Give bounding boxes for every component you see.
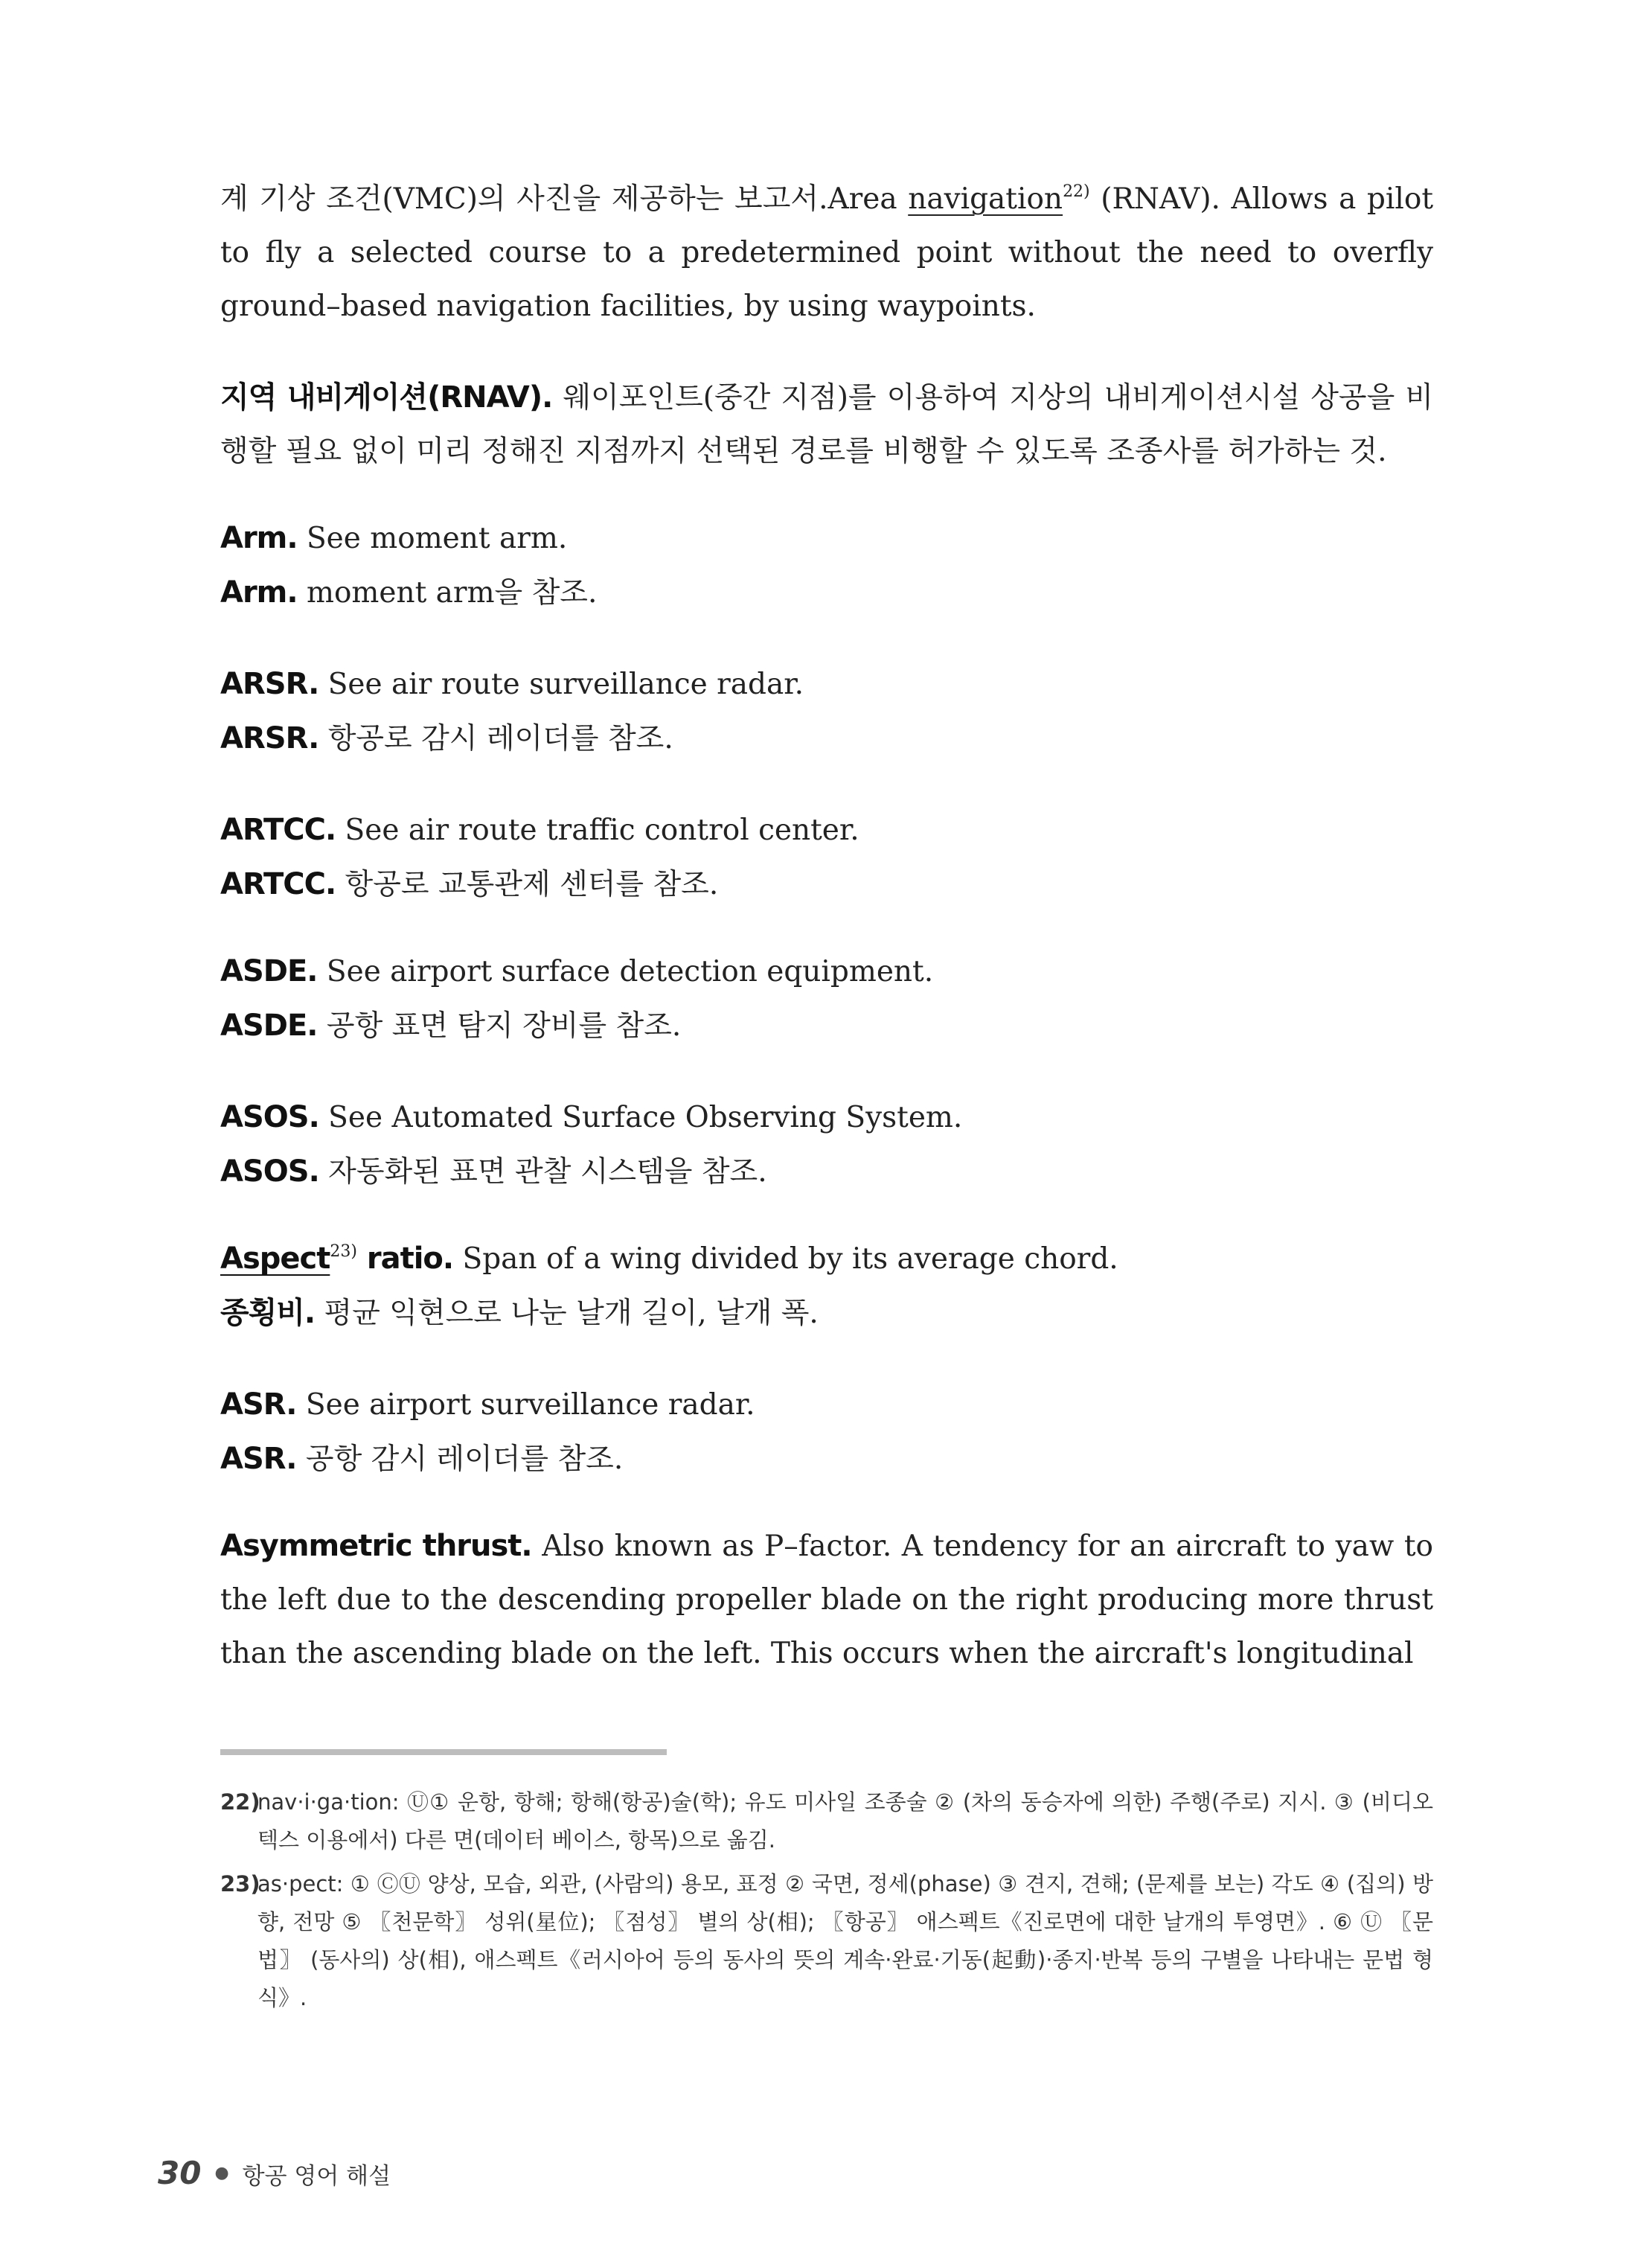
aspect-en [220,1232,1433,1286]
footnote-23 [220,1865,1433,2017]
asymmetric-thrust-paragraph [220,1519,1433,1681]
footnote-ref-22[interactable]: 22) [1063,182,1090,201]
asr-en [220,1378,1433,1432]
asym-term: Asymmetric thrust. [220,1529,532,1563]
entry-term: ARSR. [220,721,319,755]
footnotes [220,1783,1433,2023]
entry-text: 항공로 감시 레이더를 참조. [318,722,673,755]
aspect-term-rest: ratio. [356,1242,454,1276]
entry-term: ASR. [220,1387,297,1422]
entry-text: 항공로 교통관제 센터를 참조. [336,868,719,901]
intro-term-lead: Area [827,182,909,216]
aspect-term: Aspect [220,1242,330,1276]
entry-text: moment arm을 참조. [297,576,598,610]
footer-dot-icon: ● [214,2164,229,2182]
entry-term: ASDE. [220,1009,318,1043]
arm-en [220,511,1433,566]
rnav-ko-paragraph [220,371,1433,479]
aspect-ko-text: 평균 익현으로 나눈 날개 길이, 날개 폭. [315,1297,819,1330]
asos-en [220,1090,1433,1145]
entry-text: See airport surface detection equipment. [317,955,934,988]
entry-text: See moment arm. [297,522,568,555]
entry-text: 자동화된 표면 관찰 시스템을 참조. [318,1155,767,1189]
intro-paragraph [220,173,1433,333]
arsr-ko [220,712,1433,766]
entry-term: ARTCC. [220,813,336,847]
footnote-divider [220,1749,667,1755]
arm-ko [220,566,1433,620]
entry-term: Arm. [220,521,298,555]
footnote-22 [220,1783,1433,1859]
entry-text: See air route traffic control center. [336,814,859,847]
aspect-ko [220,1286,1433,1341]
entry-term: ASOS. [220,1100,319,1134]
footnote-text: as·pect: ① ⒸⓊ 양상, 모습, 외관, (사람의) 용모, 표정 ② 국면, 정세(phase) ③ 견지, 견해; (문제를 보는) 각도 ④ (집의) 방향, 전망 ⑤ 〖천문학〗 성위(星位); 〖점성〗 별의 상(相); 〖항공〗 애스펙트《진로면에 대한 날개의 투영면》. ⑥ Ⓤ 〖문법〗 (동사의) 상(相), 애스펙트《러시아어 등의 동사의 뜻의 계속·완료·기동(起動)·종지·반복 등의 구별을 나타내는 문법 형식》. [257,1871,1434,2010]
intro-rest: (RNAV). Allows a pilot to fly a selected course to a predetermined point without the need to overfly ground–based navigation facilities, by using waypoints. [220,182,1433,323]
entry-text: See airport surveillance radar. [296,1388,755,1422]
rnav-ko-text: 웨이포인트(중간 지점)를 이용하여 지상의 내비게이션시설 상공을 비행할 필요 없이 미리 정해진 지점까지 선택된 경로를 비행할 수 있도록 조종사를 허가하는 것. [220,381,1434,468]
artcc-en [220,803,1433,857]
footnote-ref-23[interactable]: 23) [330,1242,357,1261]
asde-ko [220,999,1433,1053]
entry-term: ARSR. [220,667,319,701]
main-content [220,173,1433,1681]
asr-ko [220,1432,1433,1486]
asos-ko [220,1145,1433,1199]
asde-en [220,945,1433,999]
entry-text: 공항 표면 탐지 장비를 참조. [317,1009,682,1043]
asym-text: Also known as P–factor. A tendency for an aircraft to yaw to the left due to the descending propeller blade on the right producing more thrust than the ascending blade on the left. This occurs when the aircraft's longitudinal [220,1530,1433,1670]
footnote-text: nav·i·ga·tion: Ⓤ① 운항, 항해; 항해(항공)술(학); 유도 미사일 조종술 ② (차의 동승자에 의한) 주행(주로) 지시. ③ (비디오텍스 이용에서) 다른 면(데이터 베이스, 항목)으로 옮김. [257,1789,1433,1853]
navigation-term: navigation [908,182,1063,216]
footnote-number: 22) [220,1789,260,1815]
arsr-en [220,657,1433,712]
page-footer [158,2155,391,2191]
artcc-ko [220,857,1433,912]
entry-text: 공항 감시 레이더를 참조. [296,1442,624,1476]
entry-term: Arm. [220,575,298,610]
entry-text: See Automated Surface Observing System. [318,1101,963,1134]
rnav-ko-term: 지역 내비게이션(RNAV). [220,380,553,415]
entry-term: ASR. [220,1442,297,1476]
entry-term: ARTCC. [220,867,336,901]
aspect-en-text: Span of a wing divided by its average chord. [453,1242,1118,1276]
entry-text: See air route surveillance radar. [318,668,804,701]
entry-term: ASOS. [220,1154,319,1189]
entry-term: ASDE. [220,954,318,988]
footnote-number: 23) [220,1871,260,1897]
intro-prefix: 계 기상 조건(VMC)의 사진을 제공하는 보고서. [220,182,828,216]
book-title: 항공 영어 해설 [242,2163,391,2190]
page-number: 30 [158,2155,202,2191]
aspect-ko-term: 종횡비. [220,1296,316,1330]
